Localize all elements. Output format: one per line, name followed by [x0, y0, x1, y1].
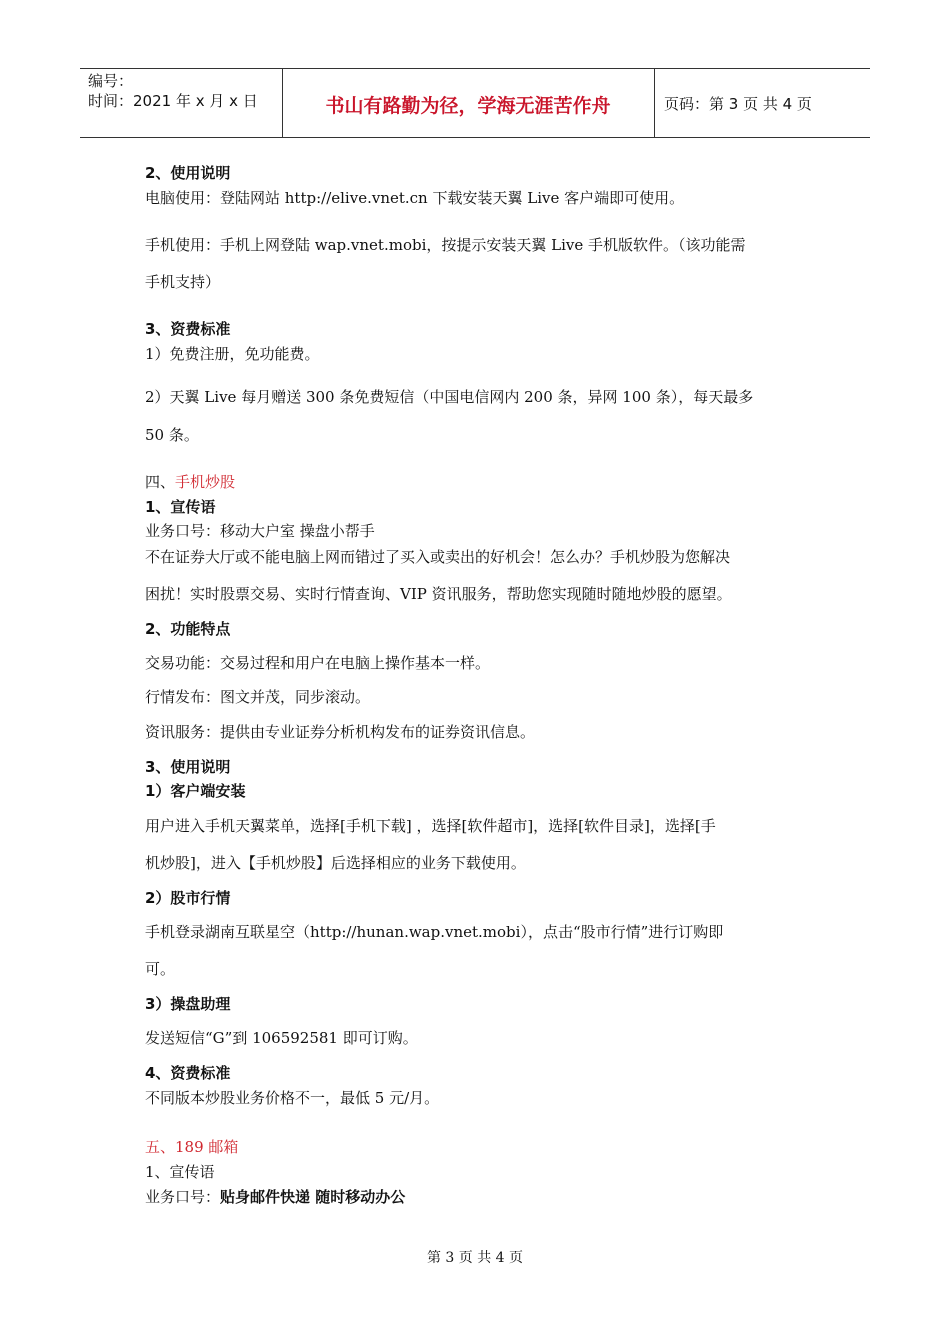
slogan-text: 贴身邮件快递 随时移动办公	[220, 1188, 406, 1206]
paragraph-line: 2）天翼 Live 每月赠送 300 条免费短信（中国电信网内 200 条，异网 100 条），每天最多	[145, 388, 754, 406]
paragraph-line: 困扰！实时股票交易、实时行情查询、VIP 资讯服务，帮助您实现随时随地炒股的愿望。	[145, 585, 732, 603]
chapter-heading	[145, 471, 235, 492]
chapter-heading: 五、189 邮箱	[145, 1138, 239, 1156]
paragraph-line: 不在证券大厅或不能电脑上网而错过了买入或卖出的好机会！怎么办？手机炒股为您解决	[145, 548, 731, 566]
paragraph-line: 资讯服务：提供由专业证券分析机构发布的证券资讯信息。	[145, 723, 536, 741]
section-heading: 3、资费标准	[145, 320, 231, 338]
chapter-title: 手机炒股	[175, 473, 236, 491]
paragraph-line: 不同版本炒股业务价格不一，最低 5 元/月。	[145, 1089, 440, 1107]
section-heading: 4、资费标准	[145, 1064, 231, 1082]
time-label: 时间：2021 年 x 月 x 日	[88, 92, 258, 110]
subsection-heading: 3）操盘助理	[145, 995, 231, 1013]
paragraph-line: 50 条。	[145, 426, 199, 444]
paragraph-line: 1）免费注册，免功能费。	[145, 345, 320, 363]
header-motto: 书山有路勤为径，学海无涯苦作舟	[325, 95, 611, 117]
subsection-heading: 1）客户端安装	[145, 782, 246, 800]
chapter-number: 四、	[145, 473, 176, 491]
number-label: 编号：	[88, 72, 134, 90]
paragraph-line: 机炒股]，进入【手机炒股】后选择相应的业务下载使用。	[145, 854, 526, 872]
page-footer: 第 3 页 共 4 页	[426, 1250, 524, 1266]
header-page-number: 页码：第 3 页 共 4 页	[664, 95, 812, 113]
paragraph-line: 手机支持）	[145, 273, 221, 291]
paragraph-line: 电脑使用：登陆网站 http://elive.vnet.cn 下载安装天翼 Live 客户端即可使用。	[145, 189, 685, 207]
paragraph-line: 用户进入手机天翼菜单，选择[手机下载] ，选择[软件超市]，选择[软件目录]，选择[手	[145, 817, 716, 835]
section-heading: 1、宣传语	[145, 1163, 215, 1181]
page-header	[80, 68, 870, 138]
paragraph-line: 业务口号：移动大户室 操盘小帮手	[145, 522, 375, 540]
section-heading: 1、宣传语	[145, 498, 216, 516]
paragraph-line: 手机使用：手机上网登陆 wap.vnet.mobi，按提示安装天翼 Live 手机版软件。（该功能需	[145, 236, 746, 254]
section-heading: 2、使用说明	[145, 164, 231, 182]
paragraph-line: 手机登录湖南互联星空（http://hunan.wap.vnet.mobi），点击“股市行情”进行订购即	[145, 923, 724, 941]
paragraph-line: 可。	[145, 960, 176, 978]
header-divider	[654, 69, 655, 137]
section-heading: 3、使用说明	[145, 758, 231, 776]
paragraph-line: 发送短信“G”到 106592581 即可订购。	[145, 1029, 418, 1047]
paragraph-line: 交易功能：交易过程和用户在电脑上操作基本一样。	[145, 654, 491, 672]
subsection-heading: 2）股市行情	[145, 889, 231, 907]
section-heading: 2、功能特点	[145, 620, 231, 638]
header-info	[88, 71, 258, 111]
paragraph-line: 行情发布：图文并茂，同步滚动。	[145, 688, 371, 706]
paragraph-line	[145, 1186, 405, 1207]
slogan-label: 业务口号：	[145, 1188, 221, 1206]
